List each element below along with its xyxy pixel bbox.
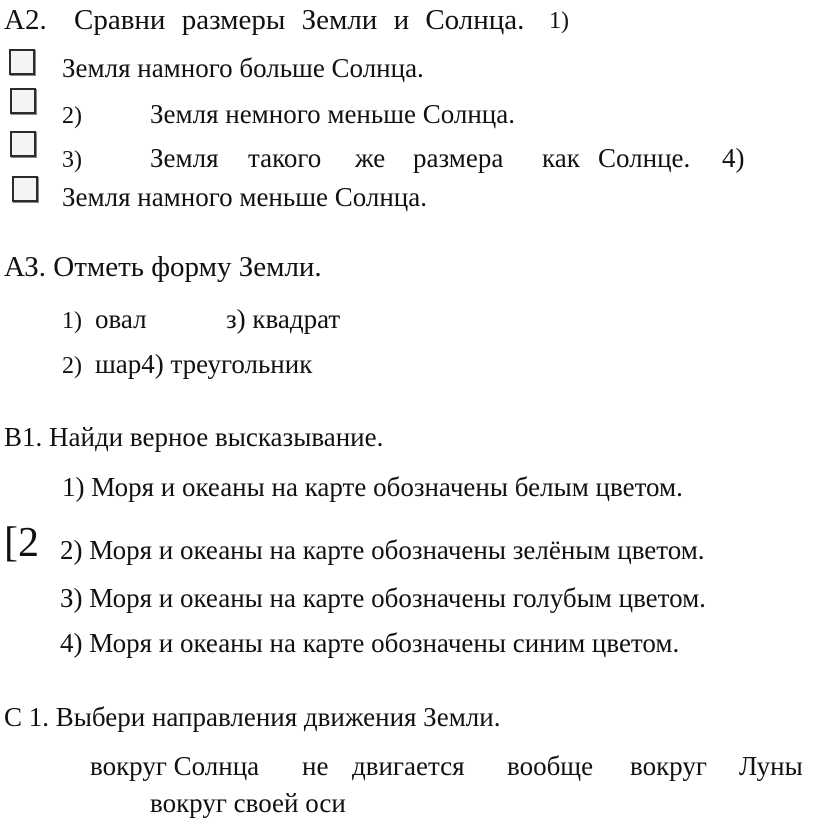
c1-option-text: не: [302, 751, 329, 781]
a2-question: Сравни размеры Земли и Солнца.: [74, 4, 525, 36]
c1-option-text: вокруг Солнца: [90, 751, 260, 781]
a2-option-4-number: 4): [722, 143, 745, 173]
a2-option-1-text: Земля намного больше Солнца.: [62, 53, 424, 83]
c1-option-text: вокруг своей оси: [150, 788, 346, 818]
a2-option-3-word: как: [542, 143, 580, 173]
a2-option-2-number: 2): [62, 103, 82, 129]
a2-option-3-word: Земля: [150, 143, 219, 173]
a2-option-3-word: Солнце.: [598, 143, 691, 173]
c1-question: С 1. Выбери направления движения Земли.: [4, 702, 501, 732]
c1-option-text: Луны: [739, 751, 803, 781]
a3-option-2-text: шар4) треугольник: [95, 349, 313, 379]
b1-question: В1. Найди верное высказывание.: [4, 422, 384, 452]
c1-option-text: вообще: [507, 751, 594, 781]
b1-bracket-mark: [2: [4, 520, 39, 566]
c1-option-text: двигается: [352, 751, 465, 781]
a2-option-1-number: 1): [549, 8, 569, 34]
b1-option-4: 4) Моря и океаны на карте обозначены синим цветом.: [60, 628, 680, 658]
a3-option-3-text: з) квадрат: [226, 304, 341, 334]
a2-checkbox-1[interactable]: [9, 49, 35, 75]
a2-option-3-word: такого: [248, 143, 322, 173]
b1-option-1: 1) Моря и океаны на карте обозначены белым цветом.: [62, 472, 683, 502]
a3-option-2-number: 2): [62, 353, 82, 379]
a2-option-2-text: Земля немного меньше Солнца.: [150, 99, 515, 129]
a2-option-3-word: же: [355, 143, 386, 173]
b1-option-3: З) Моря и океаны на карте обозначены голубым цветом.: [60, 583, 706, 613]
c1-option-text: вокруг: [630, 751, 707, 781]
a2-option-4-text: Земля намного меньше Солнца.: [62, 182, 427, 212]
a2-checkbox-4[interactable]: [12, 176, 38, 202]
a2-checkbox-2[interactable]: [10, 88, 36, 114]
a2-option-3-word: размера: [413, 143, 504, 173]
a3-option-1-text: овал: [95, 304, 147, 334]
a3-question: АЗ. Отметь форму Земли.: [4, 251, 322, 283]
b1-option-2: 2) Моря и океаны на карте обозначены зелёным цветом.: [60, 535, 705, 565]
a3-option-1-number: 1): [62, 308, 82, 334]
a2-prefix: А2.: [4, 4, 47, 36]
a2-checkbox-3[interactable]: [10, 131, 36, 157]
a2-option-3-number: 3): [62, 147, 82, 173]
